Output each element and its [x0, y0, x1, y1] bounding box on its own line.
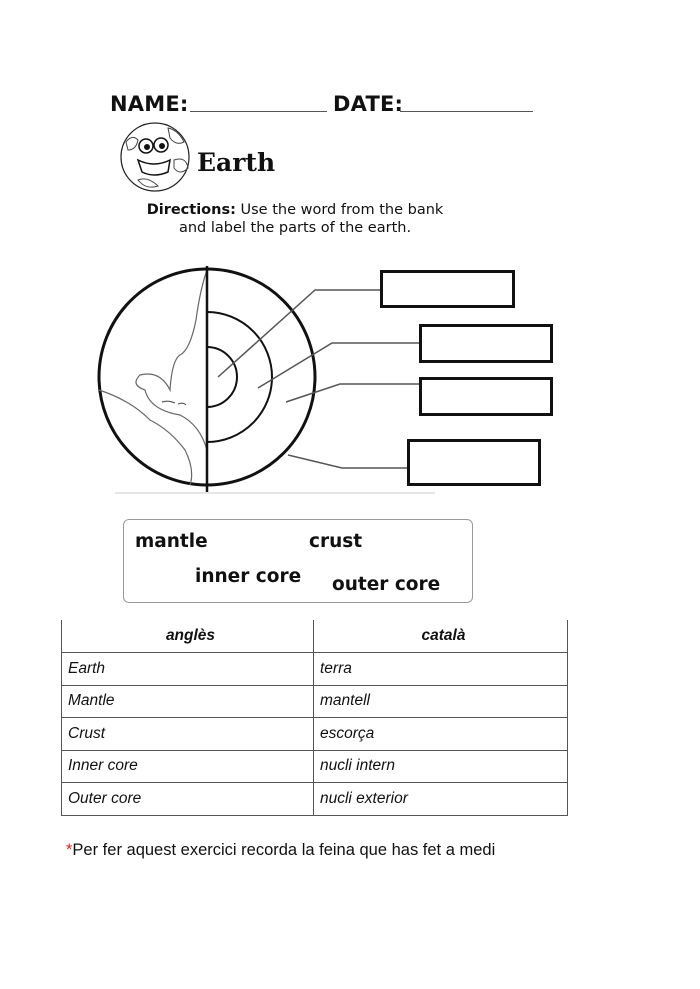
name-label: NAME: — [110, 92, 189, 116]
cell-catalan: nucli intern — [314, 750, 568, 783]
footnote — [66, 841, 495, 860]
footnote-asterisk: * — [66, 841, 73, 859]
worksheet-title: Earth — [197, 148, 276, 177]
earth-mascot-icon — [118, 120, 192, 194]
directions — [95, 201, 495, 237]
cell-catalan: mantell — [314, 685, 568, 718]
label-box-outer-core[interactable] — [419, 377, 553, 416]
earth-layers-diagram — [0, 250, 700, 500]
table-row — [62, 783, 568, 816]
word-bank-item[interactable]: crust — [309, 531, 363, 552]
cell-english: Mantle — [62, 685, 314, 718]
table-row — [62, 718, 568, 751]
word-bank-item[interactable]: inner core — [195, 566, 302, 587]
directions-line2: and label the parts of the earth. — [178, 220, 412, 236]
word-bank-item[interactable]: mantle — [135, 531, 208, 552]
cell-english: Crust — [62, 718, 314, 751]
vocabulary-table — [61, 620, 568, 816]
cell-english: Earth — [62, 653, 314, 686]
date-label: DATE: — [333, 92, 404, 116]
name-field[interactable] — [190, 111, 327, 112]
directions-label: Directions: — [146, 202, 236, 218]
label-box-mantle[interactable] — [419, 324, 553, 363]
date-field[interactable] — [400, 111, 533, 112]
column-header-english: anglès — [62, 620, 314, 653]
footnote-text: Per fer aquest exercici recorda la feina que has fet a medi — [72, 841, 496, 859]
table-row — [62, 750, 568, 783]
cell-catalan: terra — [314, 653, 568, 686]
cell-english: Outer core — [62, 783, 314, 816]
table-header-row — [62, 620, 568, 653]
directions-line1: Use the word from the bank — [235, 202, 444, 218]
cell-catalan: escorça — [314, 718, 568, 751]
cell-english: Inner core — [62, 750, 314, 783]
table-row — [62, 653, 568, 686]
label-box-inner-core[interactable] — [407, 439, 541, 486]
cell-catalan: nucli exterior — [314, 783, 568, 816]
table-row — [62, 685, 568, 718]
column-header-catalan: català — [314, 620, 568, 653]
word-bank-item[interactable]: outer core — [332, 574, 441, 595]
label-box-crust[interactable] — [380, 270, 515, 308]
